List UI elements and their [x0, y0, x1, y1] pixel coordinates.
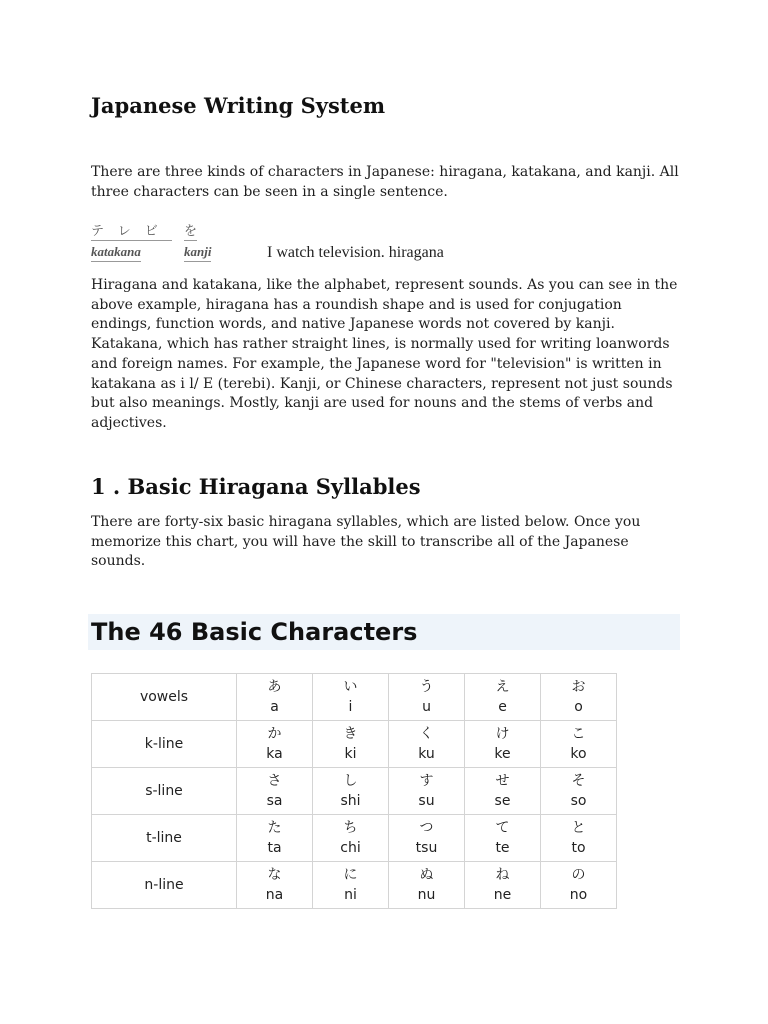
kana-character: い [343, 679, 358, 695]
romaji-reading: u [422, 699, 431, 715]
kanji-characters: を [184, 220, 197, 241]
hiragana-katakana-paragraph: Hiragana and katakana, like the alphabet, represent sounds. As you can see in the above example, hiragana has a roundish shape and is used for conjugation endings, function words, and native Japanese words not covered by kanji. Katakana, which has rather straight lines, is normally used for writing loanwords and foreign names. For example, the Japanese word for "television" is written in katakana as i l/ E (terebi). Kanji, or Chinese characters, represent not just sounds but also meanings. Mostly, kanji are used for nouns and the stems of verbs and adjectives. [91, 277, 678, 431]
kanji-label: kanji [184, 244, 211, 262]
romaji-reading: ke [494, 746, 511, 762]
kana-character: と [571, 820, 586, 836]
kana-cell [237, 862, 313, 909]
romaji-reading: sa [266, 793, 283, 809]
kana-cell [313, 674, 389, 721]
kana-character: ち [343, 820, 358, 836]
kana-character: け [495, 726, 510, 742]
kana-cell [541, 768, 617, 815]
romaji-reading: nu [417, 887, 436, 903]
section-heading: 1 . Basic Hiragana Syllables [91, 474, 421, 499]
kana-character: き [343, 726, 358, 742]
kana-character: の [571, 867, 586, 883]
table-row [92, 674, 617, 721]
kana-cell [313, 768, 389, 815]
kana-cell [237, 721, 313, 768]
romaji-reading: ki [344, 746, 357, 762]
katakana-group [91, 220, 172, 262]
kana-character: な [267, 867, 282, 883]
romaji-reading: ku [418, 746, 435, 762]
kana-cell [313, 815, 389, 862]
chart-heading: The 46 Basic Characters [91, 618, 418, 646]
kana-cell [313, 721, 389, 768]
intro-paragraph: There are three kinds of characters in Japanese: hiragana, katakana, and kanji. All three characters can be seen in a single sentence. [91, 164, 679, 200]
kana-cell [465, 815, 541, 862]
chart-banner [88, 614, 680, 650]
kana-cell [541, 815, 617, 862]
kana-character: え [495, 679, 510, 695]
romaji-reading: no [569, 887, 588, 903]
romaji-reading: te [495, 840, 510, 856]
table-row [92, 721, 617, 768]
kana-cell [313, 862, 389, 909]
kana-character: こ [571, 726, 586, 742]
romaji-reading: ta [267, 840, 282, 856]
kana-character: し [343, 773, 358, 789]
kana-cell [465, 721, 541, 768]
romaji-reading: chi [340, 840, 361, 856]
kana-character: て [495, 820, 510, 836]
kana-character: う [419, 679, 434, 695]
romaji-reading: so [570, 793, 587, 809]
romaji-reading: tsu [415, 840, 438, 856]
kana-cell [389, 721, 465, 768]
syllables-paragraph: There are forty-six basic hiragana syllables, which are listed below. Once you memorize this chart, you will have the skill to transcribe all of the Japanese sounds. [91, 514, 641, 570]
kana-character: ね [495, 867, 510, 883]
kana-cell [389, 862, 465, 909]
katakana-label: katakana [91, 244, 141, 262]
row-label: vowels [92, 674, 237, 721]
kana-character: そ [571, 773, 586, 789]
katakana-characters: テレビ [91, 220, 172, 241]
romaji-reading: na [265, 887, 284, 903]
kana-character: お [571, 679, 586, 695]
romaji-reading: ni [344, 887, 357, 903]
kana-character: あ [267, 679, 282, 695]
kana-character: さ [267, 773, 282, 789]
table-row [92, 768, 617, 815]
romaji-reading: su [418, 793, 435, 809]
kana-cell [389, 815, 465, 862]
kana-cell [389, 768, 465, 815]
kanji-group [184, 220, 211, 262]
kana-cell [541, 674, 617, 721]
kana-character: ぬ [419, 867, 434, 883]
kana-cell [541, 862, 617, 909]
romaji-reading: to [571, 840, 586, 856]
kana-cell [237, 815, 313, 862]
kana-character: た [267, 820, 282, 836]
table-row [92, 815, 617, 862]
kana-character: つ [419, 820, 434, 836]
kana-cell [541, 721, 617, 768]
example-sentence [91, 220, 511, 264]
row-label: s-line [92, 768, 237, 815]
romaji-reading: i [348, 699, 353, 715]
kana-character: す [419, 773, 434, 789]
row-label: n-line [92, 862, 237, 909]
kana-cell [237, 674, 313, 721]
romaji-reading: a [270, 699, 279, 715]
kana-character: く [419, 726, 434, 742]
kana-cell [389, 674, 465, 721]
page-title: Japanese Writing System [91, 93, 386, 118]
kana-cell [465, 674, 541, 721]
table-row [92, 862, 617, 909]
romaji-reading: ko [570, 746, 587, 762]
romaji-reading: o [574, 699, 583, 715]
romaji-reading: ne [493, 887, 512, 903]
kana-character: せ [495, 773, 510, 789]
kana-cell [237, 768, 313, 815]
kana-cell [465, 862, 541, 909]
romaji-reading: se [494, 793, 511, 809]
example-translation: I watch television. hiragana [267, 244, 444, 261]
romaji-reading: e [498, 699, 507, 715]
kana-cell [465, 768, 541, 815]
romaji-reading: ka [266, 746, 283, 762]
row-label: k-line [92, 721, 237, 768]
kana-character: か [267, 726, 282, 742]
row-label: t-line [92, 815, 237, 862]
hiragana-table [91, 673, 617, 909]
kana-character: に [343, 867, 358, 883]
romaji-reading: shi [340, 793, 361, 809]
